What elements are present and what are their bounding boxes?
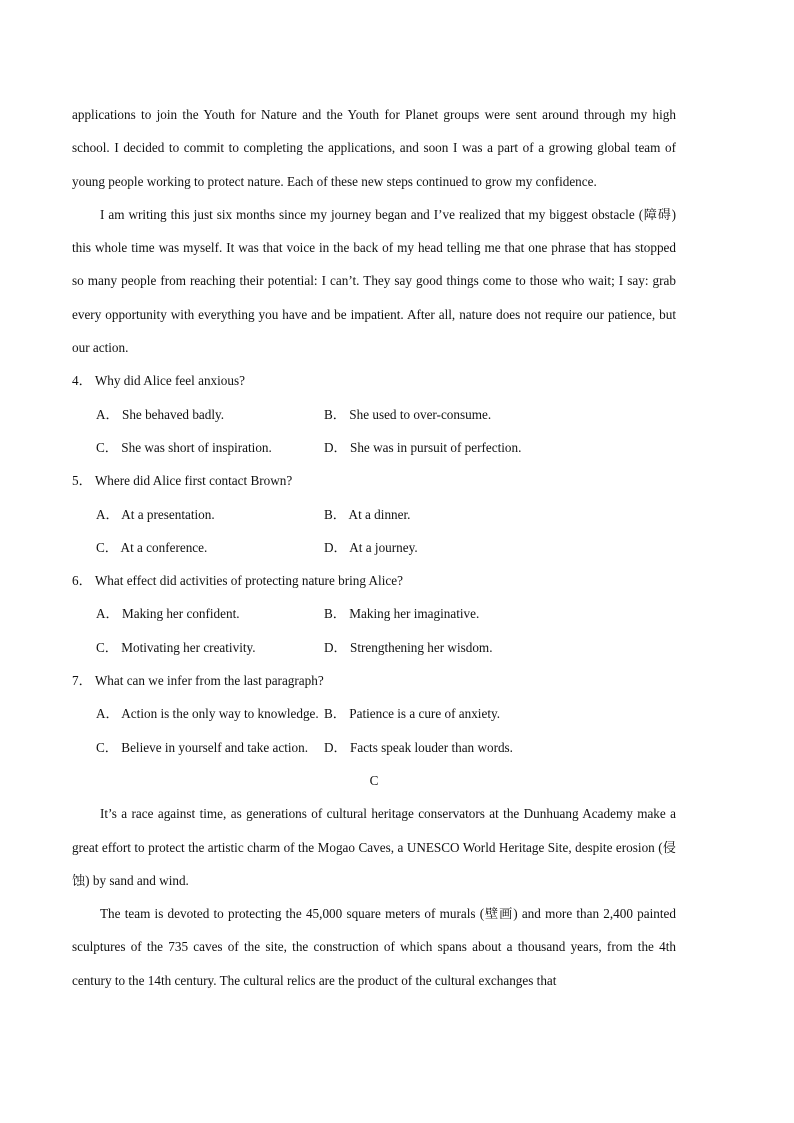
question-stem: 6． What effect did activities of protecting nature bring Alice? bbox=[72, 573, 403, 589]
option-c: C． Motivating her creativity. bbox=[96, 639, 256, 655]
option-a: A． She behaved badly. bbox=[96, 406, 225, 422]
option-a: A． Action is the only way to knowledge. bbox=[96, 706, 319, 722]
option-a: A． At a presentation. bbox=[96, 506, 215, 522]
option-c: C． She was short of inspiration. bbox=[96, 439, 272, 455]
question-stem: 7． What can we infer from the last paragraph? bbox=[72, 673, 324, 689]
option-b: B． She used to over-consume. bbox=[324, 406, 492, 422]
question-stem: 4． Why did Alice feel anxious? bbox=[72, 373, 245, 389]
option-b: B． At a dinner. bbox=[324, 506, 411, 522]
option-d: D． At a journey. bbox=[324, 539, 418, 555]
passage-paragraph: The team is devoted to protecting the 45,000 square meters of murals (壁画) and more than 2,400 painted sculptures of the 735 caves of the site, the construction of which spans about a thousand years, from the 4th century to the 14th century. The cultural relics are the product of the cultural exchanges that bbox=[72, 906, 676, 988]
passage-paragraph: I am writing this just six months since my journey began and I’ve realized that my biggest obstacle (障碍) this whole time was myself. It was that voice in the back of my head telling me that one phrase that has stopped so many people from reaching their potential: I can’t. They say good things come to those who wait; I say: grab every opportunity with everything you have and be impatient. After all, nature does not require our patience, but our action. bbox=[72, 206, 676, 356]
section-heading: C bbox=[369, 772, 379, 788]
option-d: D． She was in pursuit of perfection. bbox=[324, 439, 522, 455]
option-b: B． Patience is a cure of anxiety. bbox=[324, 706, 501, 722]
option-b: B． Making her imaginative. bbox=[324, 606, 480, 622]
question-stem: 5． Where did Alice first contact Brown? bbox=[72, 473, 293, 489]
passage-paragraph: applications to join the Youth for Nature and the Youth for Planet groups were sent around through my high school. I decided to commit to completing the applications, and soon I was a part of a growing global team of young people working to protect nature. Each of these new steps continued to grow my confidence. bbox=[72, 107, 676, 189]
option-c: C． At a conference. bbox=[96, 539, 208, 555]
option-d: D． Facts speak louder than words. bbox=[324, 739, 513, 755]
passage-paragraph: It’s a race against time, as generations of cultural heritage conservators at the Dunhuang Academy make a great effort to protect the artistic charm of the Mogao Caves, a UNESCO World Heritage Site, despite erosion (侵蚀) by sand and wind. bbox=[72, 806, 676, 888]
question-6 bbox=[72, 564, 676, 664]
question-4 bbox=[72, 364, 676, 464]
question-5 bbox=[72, 464, 676, 564]
option-c: C． Believe in yourself and take action. bbox=[96, 739, 309, 755]
question-7 bbox=[72, 664, 676, 764]
option-a: A． Making her confident. bbox=[96, 606, 240, 622]
option-d: D． Strengthening her wisdom. bbox=[324, 639, 493, 655]
document-page bbox=[72, 98, 676, 997]
